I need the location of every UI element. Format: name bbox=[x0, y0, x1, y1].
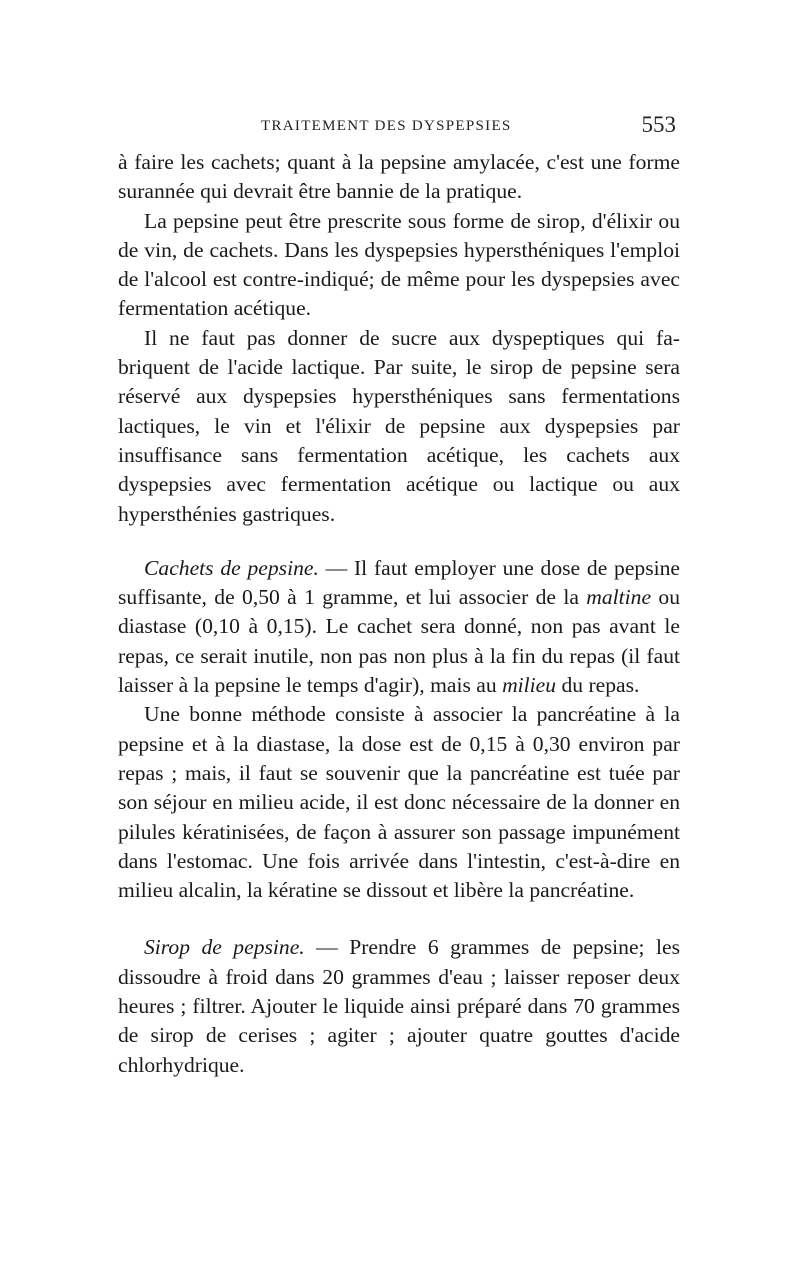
milieu-term: milieu bbox=[502, 673, 557, 698]
paragraph-prescription-forms: La pepsine peut être prescrite sous forme de sirop, d'élixir ou de vin, de cachets. Dans les dyspepsies hypersthéniques l'emploi de l'alcool est contre-indiqué; de même pour les dyspepsies avec fermentation acétique. bbox=[118, 208, 680, 321]
paragraph-sirop bbox=[118, 933, 680, 1079]
section-title-sirop: Sirop de pepsine. bbox=[144, 935, 305, 960]
maltine-term: maltine bbox=[586, 585, 652, 610]
page-header bbox=[118, 112, 680, 142]
cachets-text-c: du repas. bbox=[556, 673, 640, 698]
section-title-cachets: Cachets de pepsine. bbox=[144, 555, 319, 580]
paragraph-continuation: à faire les cachets; quant à la pepsine amylacée, c'est une forme surannée qui devrait être bannie de la pratique. bbox=[118, 150, 680, 204]
paragraph-cachets bbox=[118, 554, 680, 700]
page-number: 553 bbox=[641, 112, 676, 137]
running-title: TRAITEMENT DES DYSPEPSIES bbox=[261, 118, 512, 134]
paragraph-pancreatine: Une bonne méthode consiste à associer la pancréatine à la pepsine et à la diastase, la dose est de 0,15 à 0,30 environ par repas ; mais, il faut se souvenir que la pancréatine est tuée par son séjour en milieu acide, il est donc nécessaire de la donner en pilules kératinisées, de façon à assurer son passage impunément dans l'estomac. Une fois arrivée dans l'intestin, c'est-à-dire en milieu alcalin, la kératine se dissout et libère la pancréatine. bbox=[118, 702, 680, 903]
cachets-text-b: ou diastase (0,10 à 0,15). Le cachet sera donné, non pas avant le repas, ce serait inutile, non pas non plus à la fin du repas (il faut laisser à la pepsine le temps d'agir), mais au bbox=[118, 585, 680, 698]
cachets-text-a: — Il faut employer une dose de pepsine suffisante, de 0,50 à 1 gramme, et lui associer de la bbox=[118, 555, 681, 610]
sirop-text: — Prendre 6 grammes de pepsine; les dissoudre à froid dans 20 grammes d'eau ; laisser reposer deux heures ; filtrer. Ajouter le liquide ainsi préparé dans 70 grammes de sirop de cerises ; agiter ; ajouter quatre gouttes d'acide chlorhydrique. bbox=[118, 935, 681, 1077]
paragraph-lactic-acid: Il ne faut pas donner de sucre aux dyspeptiques qui fabriquent de l'acide lactique. Par suite, le sirop de pepsine sera réservé aux dyspepsies hypersthéniques sans fermentations lactiques, le vin et l'élixir de pepsine aux dyspepsies par insuffisance sans fermentation acétique, les cachets aux dyspepsies avec fermentation acétique ou lactique ou aux hypersthénies gastriques. bbox=[118, 325, 680, 526]
body-text bbox=[118, 148, 680, 1080]
